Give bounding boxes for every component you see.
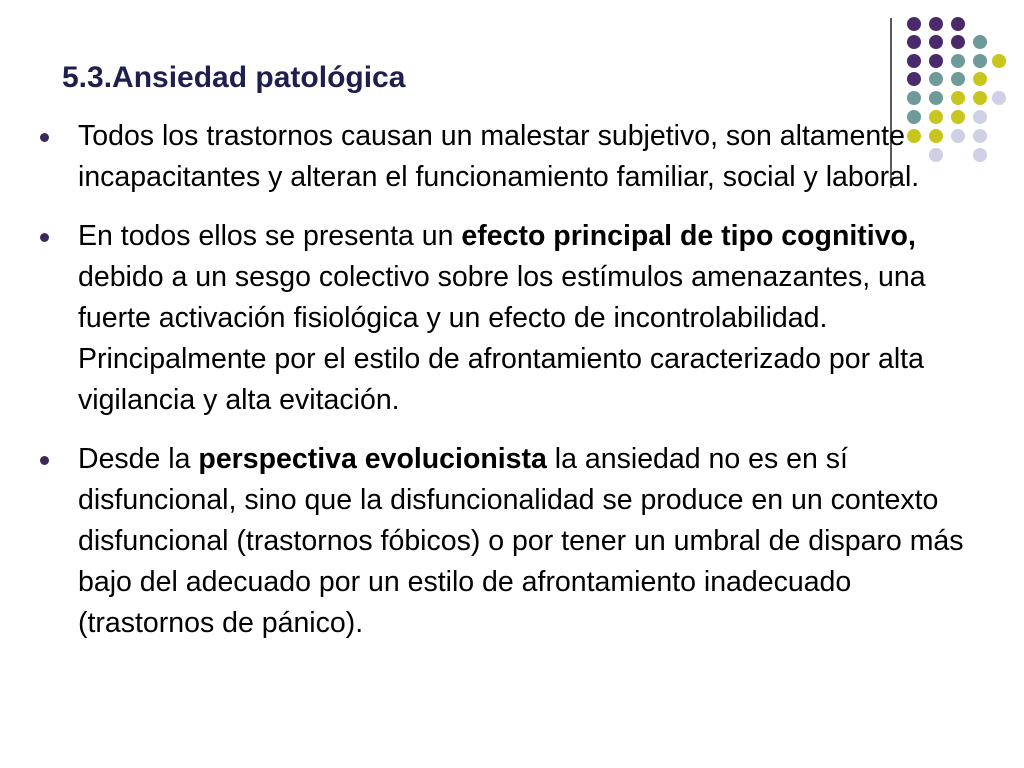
bullet-item (36, 216, 976, 421)
dot (929, 72, 943, 86)
bullet-marker-icon (40, 133, 49, 142)
dot (929, 91, 943, 105)
bullet-marker-icon (40, 456, 49, 465)
dot (907, 35, 921, 49)
dot (992, 54, 1006, 68)
dot (907, 17, 921, 31)
dot (907, 91, 921, 105)
bullet-text: En todos ellos se presenta un (78, 220, 462, 252)
dot (973, 72, 987, 86)
dot (973, 91, 987, 105)
bullet-text: Desde la (78, 443, 199, 475)
dot (907, 54, 921, 68)
bullet-item (36, 439, 976, 644)
bullet-list (36, 116, 976, 662)
bullet-text: la ansiedad no es en sí disfuncional, sino que la disfuncionalidad se produce en un contexto disfuncional (trastornos fóbicos) o por tener un umbral de disparo más bajo del adecuado por un estilo de afrontamiento inadecuado (trastornos de pánico). (78, 443, 964, 639)
bullet-item (36, 116, 976, 198)
slide-title: 5.3.Ansiedad patológica (62, 61, 406, 94)
dot (929, 17, 943, 31)
dot (951, 35, 965, 49)
dot (992, 91, 1006, 105)
dot (973, 54, 987, 68)
dot (951, 72, 965, 86)
dot (973, 35, 987, 49)
bullet-text-bold: efecto principal de tipo cognitivo, (461, 220, 916, 252)
bullet-marker-icon (40, 233, 49, 242)
dot (929, 35, 943, 49)
bullet-text: Todos los trastornos causan un malestar subjetivo, son altamente incapacitantes y alteran el funcionamiento familiar, social y laboral. (78, 120, 920, 193)
dot (907, 72, 921, 86)
bullet-text: debido a un sesgo colectivo sobre los estímulos amenazantes, una fuerte activación fisiológica y un efecto de incontrolabilidad. Principalmente por el estilo de afrontamiento caracterizado por alta vigilancia y alta evitación. (78, 261, 926, 416)
dot (951, 54, 965, 68)
dot (929, 54, 943, 68)
dot (951, 17, 965, 31)
bullet-text-bold: perspectiva evolucionista (198, 443, 547, 475)
dot (951, 91, 965, 105)
